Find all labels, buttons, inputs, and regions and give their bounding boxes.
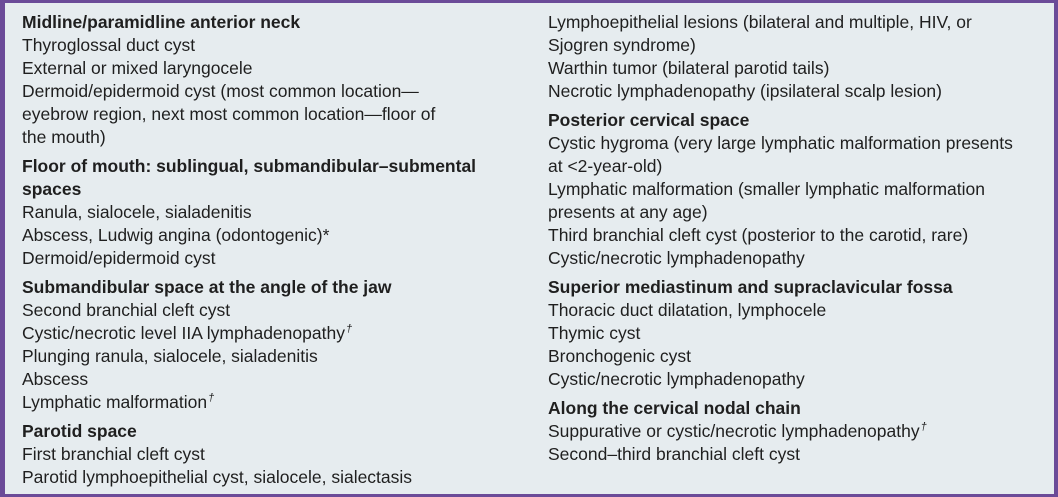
section-heading: Midline/paramidline anterior neck xyxy=(22,12,301,32)
list-item xyxy=(22,80,527,149)
list-item-text: Cystic/necrotic level IIA lymphadenopathy xyxy=(22,323,345,343)
section-heading: Posterior cervical space xyxy=(548,110,750,130)
list-item xyxy=(22,201,527,224)
table-section xyxy=(22,420,527,489)
list-item xyxy=(548,247,1053,270)
list-item xyxy=(22,368,527,391)
list-item-text: Cystic/necrotic lymphadenopathy xyxy=(548,248,805,268)
list-item-text: Abscess xyxy=(22,369,89,389)
list-item xyxy=(22,299,527,322)
list-item-text: Ranula, sialocele, sialadenitis xyxy=(22,202,252,222)
list-item xyxy=(548,443,1053,466)
table-section xyxy=(548,109,1053,270)
list-item xyxy=(22,224,527,247)
list-item xyxy=(22,247,527,270)
list-item xyxy=(22,345,527,368)
table-section xyxy=(548,397,1053,466)
list-item-text: First branchial cleft cyst xyxy=(22,444,205,464)
list-item-text: Suppurative or cystic/necrotic lymphadenopathy xyxy=(548,421,920,441)
footnote-mark: † xyxy=(208,392,215,405)
table-section xyxy=(548,276,1053,391)
list-item xyxy=(548,345,1053,368)
list-item-text: Necrotic lymphadenopathy (ipsilateral scalp lesion) xyxy=(548,81,942,101)
table-section xyxy=(22,276,527,414)
list-item-text: Thoracic duct dilatation, lymphocele xyxy=(548,300,827,320)
list-item xyxy=(548,368,1053,391)
list-item-text: Cystic/necrotic lymphadenopathy xyxy=(548,369,805,389)
list-item xyxy=(548,420,1053,443)
list-item-text: External or mixed laryngocele xyxy=(22,58,253,78)
list-item xyxy=(548,11,1053,57)
list-item xyxy=(22,34,527,57)
list-item-text: Cystic hygroma (very large lymphatic malformation presents at <2-year-old) xyxy=(548,133,1013,176)
section-heading: Along the cervical nodal chain xyxy=(548,398,801,418)
list-item xyxy=(548,224,1053,247)
list-item xyxy=(548,132,1053,178)
list-item-text: Second branchial cleft cyst xyxy=(22,300,231,320)
list-item xyxy=(22,391,527,414)
section-heading: Submandibular space at the angle of the jaw xyxy=(22,277,392,297)
list-item xyxy=(548,57,1053,80)
section-heading: Parotid space xyxy=(22,421,137,441)
list-item xyxy=(22,443,527,466)
list-item-text: Lymphoepithelial lesions (bilateral and multiple, HIV, or Sjogren syndrome) xyxy=(548,12,972,55)
left-column xyxy=(22,11,527,495)
list-item-text: Parotid lymphoepithelial cyst, sialocele, sialectasis xyxy=(22,467,413,487)
list-item xyxy=(22,466,527,489)
section-heading: Superior mediastinum and supraclavicular fossa xyxy=(548,277,953,297)
list-item xyxy=(548,299,1053,322)
list-item-text: Lymphatic malformation xyxy=(22,392,208,412)
list-item xyxy=(22,57,527,80)
list-item-text: Lymphatic malformation (smaller lymphatic malformation presents at any age) xyxy=(548,179,985,222)
table-section xyxy=(22,155,527,270)
footnote-mark: † xyxy=(920,421,927,434)
footnote-mark: † xyxy=(345,323,353,336)
list-item-text: Warthin tumor (bilateral parotid tails) xyxy=(548,58,830,78)
list-item xyxy=(548,178,1053,224)
list-item xyxy=(548,322,1053,345)
list-item-text: Plunging ranula, sialocele, sialadenitis xyxy=(22,346,318,366)
section-heading: Floor of mouth: sublingual, submandibular–submental spaces xyxy=(22,156,477,199)
list-item-text: Bronchogenic cyst xyxy=(548,346,691,366)
list-item-text: Thymic cyst xyxy=(548,323,641,343)
list-item-text: Dermoid/epidermoid cyst (most common location— eyebrow region, next most common location—floor of the mouth) xyxy=(22,81,436,147)
list-item xyxy=(22,322,527,345)
list-item-text: Abscess, Ludwig angina (odontogenic)* xyxy=(22,225,330,245)
list-item xyxy=(548,80,1053,103)
list-item-text: Thyroglossal duct cyst xyxy=(22,35,196,55)
list-item-text: Third branchial cleft cyst (posterior to the carotid, rare) xyxy=(548,225,969,245)
right-column xyxy=(548,11,1053,472)
table-section xyxy=(22,11,527,149)
table-section xyxy=(548,11,1053,103)
list-item-text: Second–third branchial cleft cyst xyxy=(548,444,800,464)
list-item-text: Dermoid/epidermoid cyst xyxy=(22,248,216,268)
